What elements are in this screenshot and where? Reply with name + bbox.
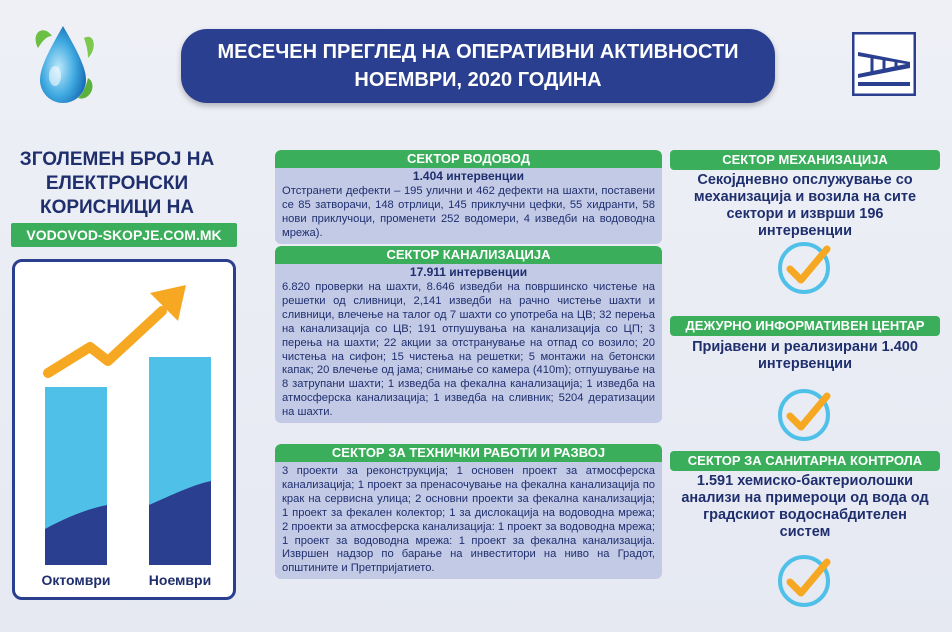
section-sanitarna-heading: СЕКТОР ЗА САНИТАРНА КОНТРОЛА — [670, 451, 940, 471]
section-dezuren-heading: ДЕЖУРНО ИНФОРМАТИВЕН ЦЕНТАР — [670, 316, 940, 336]
section-vodovod-body: Отстранети дефекти – 195 улични и 462 дефекти на шахти, поставени се 85 затворачи, 148 отрлици, 145 приклучни цефки, 55 хидранти, 58 нови приклучоци, променети 252 водомери, 4 изведби на водоводна мрежа). — [275, 184, 662, 244]
section-vodovod-count: 1.404 интервенции — [275, 168, 662, 184]
electronic-users-title — [12, 148, 222, 220]
section-kanalizacija-count: 17.911 интервенции — [275, 264, 662, 280]
check-icon — [775, 239, 833, 297]
section-tehnicki-body: 3 проекти за реконструкција; 1 основен проект за атмосферска канализација; 1 проект за пренасочување на фекална канализација по крак на сервисна улица; 2 основни проекти за фекална канализација; 1 проект за фекален колектор; 1 за дислокација на водоводна мрежа; 2 проекти за атмосферска канализација: 1 проект за водоводна мрежа; 1 проект за водоводна мрежа: 1 проект за фекална канализација. Извршен надзор по барање на инвеститори на ниво на Градот, општините и Претпријатието. — [275, 462, 662, 579]
section-vodovod — [275, 150, 662, 244]
left-title-line2: ЕЛЕКТРОНСКИ — [45, 173, 189, 194]
section-kanalizacija-body: 6.820 проверки на шахти, 8.646 изведби на површинско чистење на решетки од сливници, 2,141 изведби на рачно чистење шахти и сливници, влечење на талог од 7 шахти со употреба на ЦВ; 32 перења на канализација со ЦВ; 191 отпушувања на канализација со ЦП; 3 перења на шахти; 22 акции за отстранување на отпад со возило; 20 чистења на сифон; 15 чистења на решетки; 5 монтажи на бетонски капак; 20 влечење од јама; снимање со камера (410m); отпушување на 8 затрупани шахти; 1 изведба на фекална канализација; 1 изведба на атмосферска канализација; 1 изведба на сливник; 5204 дератизации на шахти. — [275, 280, 662, 423]
section-vodovod-heading: СЕКТОР ВОДОВОД — [275, 150, 662, 168]
section-kanalizacija-heading: СЕКТОР КАНАЛИЗАЦИЈА — [275, 246, 662, 264]
website-link[interactable]: VODOVOD-SKOPJE.COM.MK — [11, 223, 237, 247]
bar-november — [149, 357, 211, 565]
bar-november-label: Ноември — [148, 572, 212, 588]
section-mehanizacija-heading: СЕКТОР МЕХАНИЗАЦИЈА — [670, 150, 940, 170]
left-title-line1: ЗГОЛЕМЕН БРОЈ НА — [19, 149, 215, 170]
section-tehnicki — [275, 444, 662, 579]
section-dezuren-text: Пријавени и реализирани 1.400 интервенции — [692, 339, 918, 372]
check-icon — [775, 386, 833, 444]
header-title-line2: НОЕМВРИ, 2020 ГОДИНА — [354, 69, 602, 91]
water-drop-logo — [28, 18, 98, 114]
check-icon — [775, 552, 833, 610]
left-title-line3: КОРИСНИЦИ НА — [39, 197, 195, 218]
header-banner — [181, 29, 775, 103]
bar-october — [45, 387, 107, 565]
header-title-line1: МЕСЕЧЕН ПРЕГЛЕД НА ОПЕРАТИВНИ АКТИВНОСТИ — [217, 41, 739, 63]
bar-october-label: Октомври — [41, 572, 111, 588]
company-logo — [852, 32, 916, 96]
section-sanitarna-text: 1.591 хемиско-бактериолошки анализи на примероци од вода од градскиот водоснабдителен систем — [681, 473, 929, 540]
users-growth-chart — [12, 259, 236, 600]
section-tehnicki-heading: СЕКТОР ЗА ТЕХНИЧКИ РАБОТИ И РАЗВОЈ — [275, 444, 662, 462]
section-kanalizacija — [275, 246, 662, 423]
section-mehanizacija-text: Секојдневно опслужување со механизација и возила на сите сектори и изврши 196 интервенции — [693, 172, 917, 239]
